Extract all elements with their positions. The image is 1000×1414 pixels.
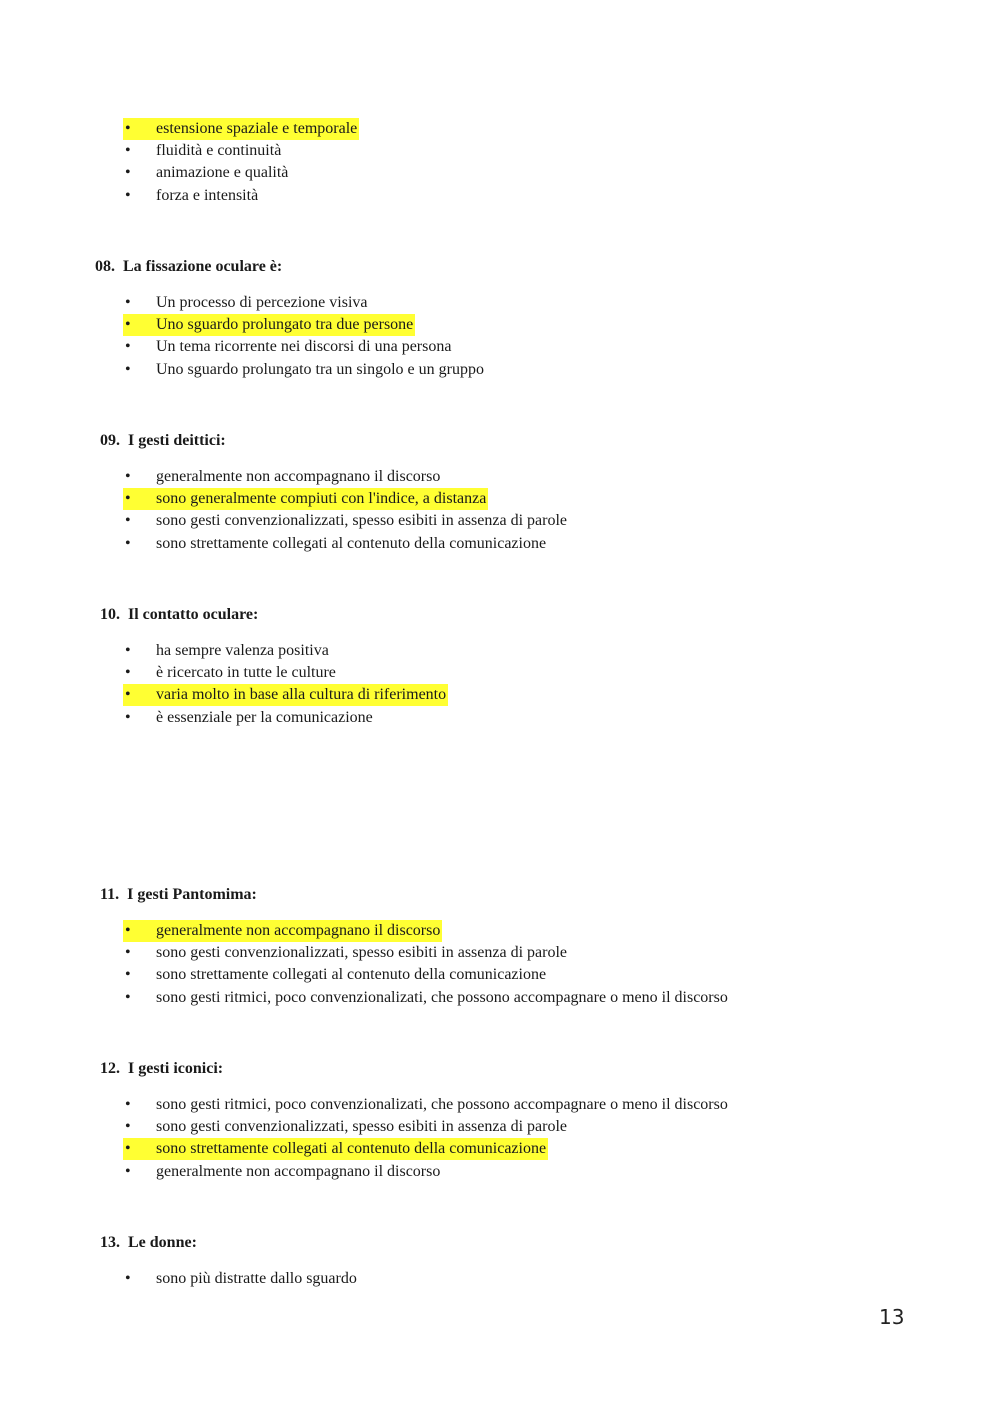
list-item xyxy=(123,292,367,314)
list-item xyxy=(123,510,567,532)
bullet: • xyxy=(125,338,131,355)
answer-text: varia molto in base alla cultura di riferimento xyxy=(156,686,447,703)
bullet: • xyxy=(125,1270,131,1287)
bullet: • xyxy=(125,142,131,159)
list-item xyxy=(123,162,288,184)
answer-text: forza e intensità xyxy=(156,187,259,204)
bullet: • xyxy=(125,664,131,681)
answer-text: è ricercato in tutte le culture xyxy=(156,664,336,681)
question-title: Le donne: xyxy=(128,1234,197,1251)
list-item xyxy=(123,533,546,555)
list-item xyxy=(123,488,488,510)
bullet: • xyxy=(125,316,131,333)
answer-text: sono gesti convenzionalizzati, spesso esibiti in assenza di parole xyxy=(156,1118,567,1135)
question-number: 10. xyxy=(100,606,120,623)
question-number: 08. xyxy=(95,258,115,275)
list-item xyxy=(123,185,258,207)
bullet: • xyxy=(125,120,131,137)
bullet: • xyxy=(125,490,131,507)
list-item xyxy=(123,359,484,381)
bullet: • xyxy=(125,164,131,181)
question-heading xyxy=(100,1058,223,1080)
question-title: I gesti iconici: xyxy=(128,1060,224,1077)
answer-text: sono strettamente collegati al contenuto della comunicazione xyxy=(156,1140,547,1157)
answer-text: sono gesti convenzionalizzati, spesso esibiti in assenza di parole xyxy=(156,944,567,961)
question-number: 11. xyxy=(100,886,120,903)
question-heading xyxy=(100,430,226,452)
list-item xyxy=(123,942,567,964)
question-heading xyxy=(100,1232,197,1254)
bullet: • xyxy=(125,1118,131,1135)
answer-text: sono generalmente compiuti con l'indice, a distanza xyxy=(156,490,487,507)
question-number: 12. xyxy=(100,1060,120,1077)
list-item xyxy=(123,707,373,729)
bullet: • xyxy=(125,989,131,1006)
answer-text: estensione spaziale e temporale xyxy=(156,120,358,137)
list-item xyxy=(123,920,442,942)
bullet: • xyxy=(125,922,131,939)
bullet: • xyxy=(125,642,131,659)
question-title: La fissazione oculare è: xyxy=(123,258,283,275)
answer-text: sono gesti ritmici, poco convenzionalizati, che possono accompagnare o meno il discorso xyxy=(156,989,728,1006)
bullet: • xyxy=(125,966,131,983)
answer-text: sono più distratte dallo sguardo xyxy=(156,1270,357,1287)
answer-text: generalmente non accompagnano il discorso xyxy=(156,1163,441,1180)
answer-text: sono gesti ritmici, poco convenzionalizati, che possono accompagnare o meno il discorso xyxy=(156,1096,728,1113)
answer-text: generalmente non accompagnano il discorso xyxy=(156,468,441,485)
bullet: • xyxy=(125,709,131,726)
list-item xyxy=(123,987,728,1009)
answer-text: Uno sguardo prolungato tra un singolo e un gruppo xyxy=(156,361,484,378)
answer-text: fluidità e continuità xyxy=(156,142,282,159)
list-item xyxy=(123,964,546,986)
bullet: • xyxy=(125,294,131,311)
bullet: • xyxy=(125,1096,131,1113)
answer-text: sono strettamente collegati al contenuto della comunicazione xyxy=(156,535,547,552)
bullet: • xyxy=(125,1163,131,1180)
list-item xyxy=(123,1094,728,1116)
page-number: 13 xyxy=(879,1305,905,1329)
question-heading xyxy=(100,604,258,626)
question-title: Il contatto oculare: xyxy=(128,606,259,623)
bullet: • xyxy=(125,535,131,552)
answer-text: sono strettamente collegati al contenuto della comunicazione xyxy=(156,966,547,983)
question-title: I gesti deittici: xyxy=(128,432,226,449)
list-item xyxy=(123,1116,567,1138)
list-item xyxy=(123,118,359,140)
list-item xyxy=(123,684,448,706)
bullet: • xyxy=(125,512,131,529)
bullet: • xyxy=(125,944,131,961)
answer-text: sono gesti convenzionalizzati, spesso esibiti in assenza di parole xyxy=(156,512,567,529)
list-item xyxy=(123,336,451,358)
question-number: 09. xyxy=(100,432,120,449)
list-item xyxy=(123,140,281,162)
list-item xyxy=(123,662,336,684)
list-item xyxy=(123,640,329,662)
bullet: • xyxy=(125,187,131,204)
list-item xyxy=(123,1161,440,1183)
bullet: • xyxy=(125,361,131,378)
bullet: • xyxy=(125,468,131,485)
answer-text: è essenziale per la comunicazione xyxy=(156,709,373,726)
question-number: 13. xyxy=(100,1234,120,1251)
answer-text: Un processo di percezione visiva xyxy=(156,294,368,311)
list-item xyxy=(123,466,440,488)
list-item xyxy=(123,1138,548,1160)
answer-text: animazione e qualità xyxy=(156,164,289,181)
answer-text: Uno sguardo prolungato tra due persone xyxy=(156,316,414,333)
list-item xyxy=(123,1268,357,1290)
question-title: I gesti Pantomima: xyxy=(127,886,257,903)
answer-text: Un tema ricorrente nei discorsi di una persona xyxy=(156,338,452,355)
bullet: • xyxy=(125,1140,131,1157)
answer-text: ha sempre valenza positiva xyxy=(156,642,329,659)
question-heading xyxy=(100,884,257,906)
question-heading xyxy=(95,256,282,278)
answer-text: generalmente non accompagnano il discorso xyxy=(156,922,441,939)
bullet: • xyxy=(125,686,131,703)
list-item xyxy=(123,314,415,336)
